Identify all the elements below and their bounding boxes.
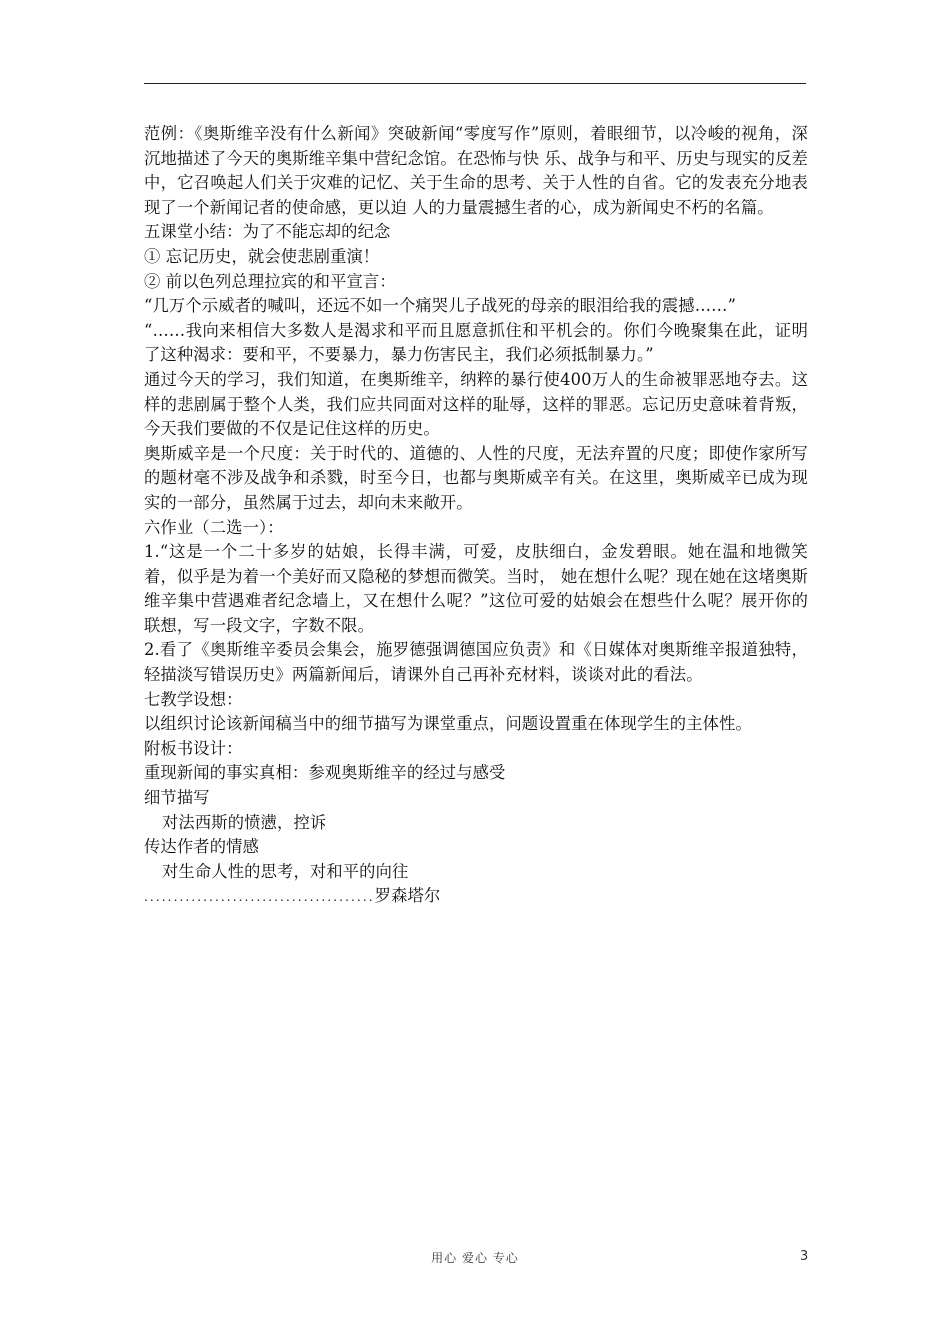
homework-option-two: 2.看了《奥斯维辛委员会集会，施罗德强调德国应负责》和《日媒体对奥斯维辛报道独特，轻描淡写错误历史》两篇新闻后，请课外自己再补充材料，谈谈对此的看法。 <box>144 640 808 685</box>
board-line-emotion: 传达作者的情感 <box>144 837 260 857</box>
rabin-quote-two: “……我向来相信大多数人是渴求和平而且愿意抓住和平机会的。你们今晚聚集在此，证明了这种渴求：要和平，不要暴力，暴力伤害民主，我们必须抵制暴力。” <box>144 320 808 365</box>
board-line-detail: 细节描写 <box>144 788 210 808</box>
summary-point-two: ② 前以色列总理拉宾的和平宣言： <box>144 271 396 291</box>
footer-motto: 用心 爱心 专心 <box>431 1251 519 1265</box>
conclusion-paragraph: 通过今天的学习，我们知道，在奥斯维辛，纳粹的暴行使400万人的生命被罪恶地夺去。这样的悲剧属于整个人类，我们应共同面对这样的耻辱，这样的罪恶。忘记历史意味着背叛，今天我们要做的不仅是记住这样的历史。 <box>144 369 808 439</box>
section-six-heading: 六作业（二选一）： <box>144 517 284 537</box>
dot-leader: ....................................... <box>144 890 375 905</box>
signature-line <box>144 884 808 910</box>
board-design-heading: 附板书设计： <box>144 738 243 758</box>
section-seven-heading: 七教学设想： <box>144 689 243 709</box>
page-number: 3 <box>800 1249 809 1264</box>
board-line-news-truth: 重现新闻的事实真相：参观奥斯维辛的经过与感受 <box>144 763 506 783</box>
rabin-quote-one: “几万个示威者的喊叫，还远不如一个痛哭儿子战死的母亲的眼泪给我的震撼……” <box>144 296 737 316</box>
document-body <box>144 122 808 910</box>
homework-option-one: 1.“这是一个二十多岁的姑娘，长得丰满，可爱，皮肤细白，金发碧眼。她在温和地微笑着，似乎是为着一个美好而又隐秘的梦想而微笑。当时， 她在想什么呢？现在她在这堵奥斯维辛集中营遇难者纪念墙上，又在想什么呢？”这位可爱的姑娘会在想些什么呢？展开你的联想，写一段文字，字数不限。 <box>144 542 808 635</box>
author-signature: 罗森塔尔 <box>374 886 441 906</box>
auschwitz-measure-paragraph: 奥斯威辛是一个尺度：关于时代的、道德的、人性的尺度，无法弃置的尺度；即使作家所写的题材毫不涉及战争和杀戮，时至今日，也都与奥斯威辛有关。在这里，奥斯威辛已成为现实的一部分，虽然属于过去，却向未来敞开。 <box>144 443 808 512</box>
teaching-idea-paragraph: 以组织讨论该新闻稿当中的细节描写为课堂重点，问题设置重在体现学生的主体性。 <box>144 714 752 734</box>
board-line-reflection: 对生命人性的思考，对和平的向往 <box>162 861 409 881</box>
summary-point-one: ① 忘记历史，就会使悲剧重演！ <box>144 246 380 266</box>
example-paragraph: 范例：《奥斯维辛没有什么新闻》突破新闻“零度写作”原则，着眼细节，以冷峻的视角，深沉地描述了今天的奥斯维辛集中营纪念馆。在恐怖与快 乐、战争与和平、历史与现实的反差中，它召唤起人们关于灾难的记忆、关于生命的思考、关于人性的自省。它的发表充分地表现了一个新闻记者的使命感，更以迫 人的力量震撼生者的心，成为新闻史不朽的名篇。 <box>144 124 808 217</box>
section-five-heading: 五课堂小结：为了不能忘却的纪念 <box>144 222 391 242</box>
header-rule <box>144 83 806 84</box>
board-line-anger: 对法西斯的愤懑，控诉 <box>162 812 327 832</box>
